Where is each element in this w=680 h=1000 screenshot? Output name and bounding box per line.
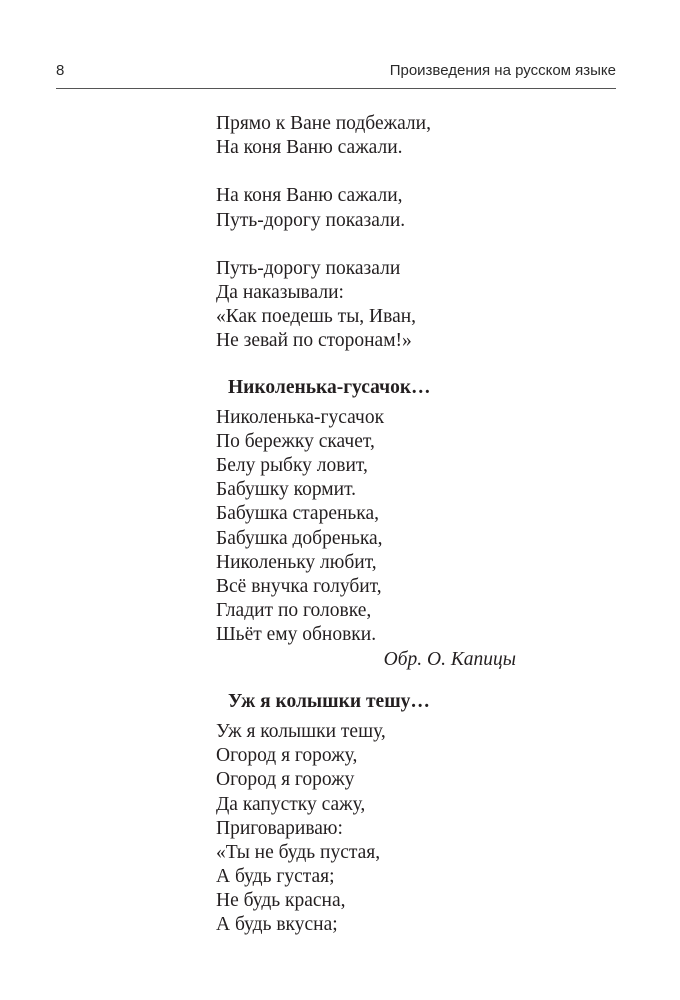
verse-line: Гладит по головке, [216, 600, 372, 622]
verse-line: Бабушка старенька, [216, 503, 380, 525]
verse-line: Николеньку любит, [216, 551, 377, 573]
verse-line: Не зевай по сторонам!» [216, 330, 412, 352]
page-number: 8 [56, 62, 65, 79]
running-head: Произведения на русском языке [389, 62, 616, 79]
verse-line: Да наказывали: [216, 281, 344, 303]
header-divider [56, 88, 616, 89]
verse-line: «Ты не будь пустая, [216, 841, 381, 863]
attribution: Обр. О. Капицы [383, 648, 516, 670]
verse-line: «Как поедешь ты, Иван, [216, 306, 417, 328]
verse-line: По бережку скачет, [216, 430, 375, 452]
verse-line: Уж я колышки тешу, [216, 720, 386, 742]
verse-line: Огород я горожу [216, 769, 355, 791]
verse-line: На коня Ваню сажали. [216, 137, 403, 159]
stanza [216, 112, 616, 160]
verse-line: Не будь красна, [216, 890, 346, 912]
verse-line: Да капустку сажу, [216, 793, 366, 815]
verse-line: А будь вкусна; [216, 914, 338, 936]
poem-title: Николенька-гусачок… [228, 376, 431, 398]
verse-line: Бабушку кормит. [216, 479, 357, 501]
verse-line: Николенька-гусачок [216, 406, 385, 428]
stanza [216, 184, 616, 232]
verse-line: Приговариваю: [216, 817, 343, 839]
verse-line: Шьёт ему обновки. [216, 624, 377, 646]
verse-line: На коня Ваню сажали, [216, 185, 403, 207]
verse-line: Прямо к Ване подбежали, [216, 113, 431, 134]
poem-body [216, 720, 616, 938]
verse-line: Огород я горожу, [216, 745, 358, 767]
verse-line: Путь-дорогу показали. [216, 209, 406, 231]
page-body [216, 112, 616, 938]
page-header [56, 62, 616, 84]
verse-line: А будь густая; [216, 866, 335, 888]
verse-line: Бабушка добренька, [216, 527, 383, 549]
verse-line: Всё внучка голубит, [216, 576, 382, 597]
verse-line: Белу рыбку ловит, [216, 455, 368, 477]
poem-title: Уж я колышки тешу… [228, 690, 430, 712]
stanza [216, 257, 616, 354]
poem-body [216, 406, 616, 672]
verse-line: Путь-дорогу показали [216, 257, 401, 279]
